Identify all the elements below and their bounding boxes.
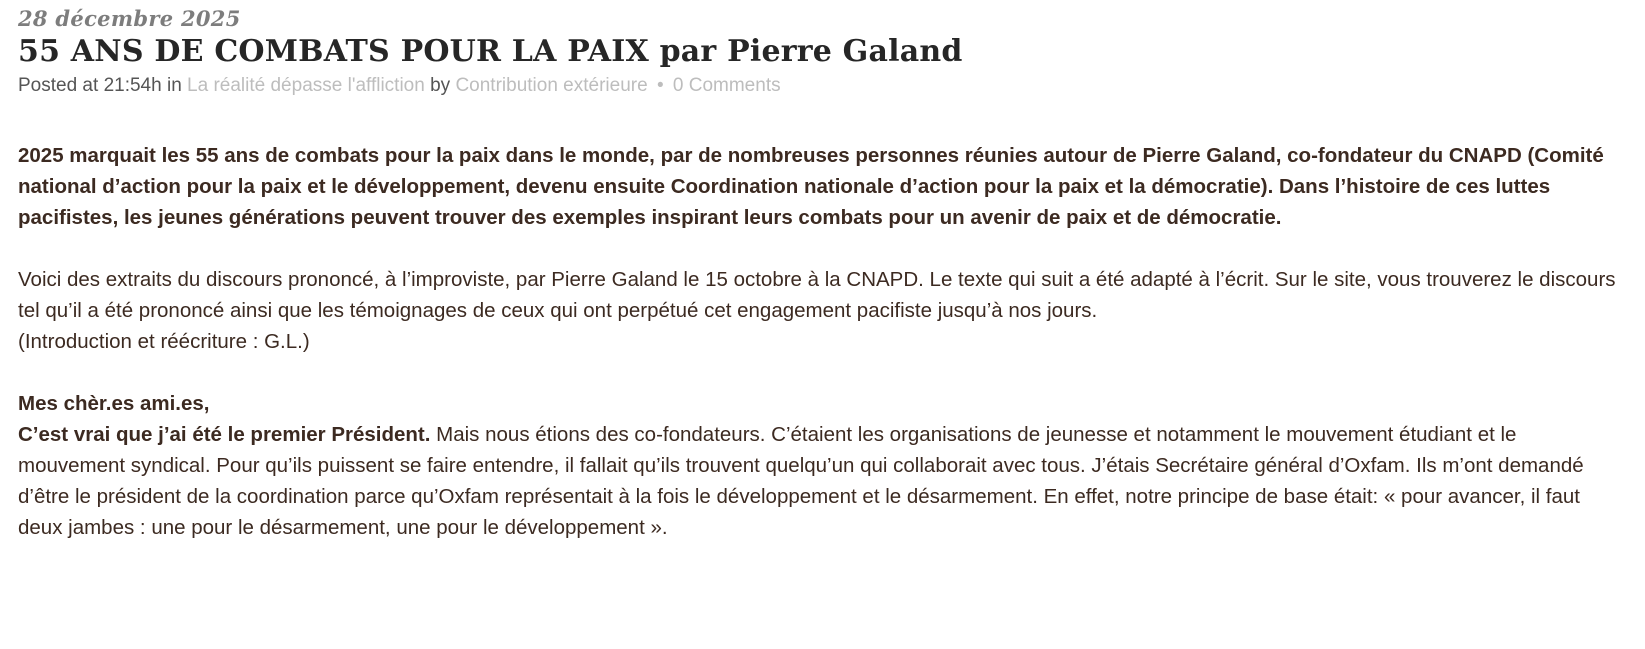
meta-author-link[interactable]: Contribution extérieure [455, 75, 648, 96]
meta-comments-link[interactable]: 0 Comments [672, 75, 781, 96]
post-date: 28 décembre 2025 [18, 6, 241, 31]
meta-by-label: by [430, 75, 451, 96]
speech-salutation: Mes chèr.es ami.es, [18, 392, 210, 415]
meta-category-link[interactable]: La réalité dépasse l'affliction [187, 75, 425, 96]
speech-body-text: Mais nous étions des co-fondateurs. C’étaient les organisations de jeunesse et notamment le mouvement étudiant et le mouvement syndical. Pour qu’ils puissent se faire entendre, il fallait qu’ils trouvent quelqu’un qui collaborait avec tous. J’étais Secrétaire général d’Oxfam. Ils m’ont demandé d’être le président de la coordination parce qu’Oxfam représentait à la fois le développement et le désarmement. En effet, notre principe de base était: « pour avancer, il faut deux jambes : une pour le désarmement, une pour le développement ». [18, 423, 1584, 539]
meta-in-label: in [166, 75, 182, 96]
lead-paragraph: 2025 marquait les 55 ans de combats pour la paix dans le monde, par de nombreuses personnes réunies autour de Pierre Galand, co-fondateur du CNAPD (Comité national d’action pour la paix et le développement, devenu ensuite Coordination nationale d’action pour la paix et la démocratie). Dans l’histoire de ces luttes pacifistes, les jeunes générations peuvent trouver des exemples inspirant leurs combats pour un avenir de paix et de démocratie. [18, 144, 1604, 229]
intro-credit-line: (Introduction et réécriture : G.L.) [18, 330, 310, 353]
intro-paragraph-text: Voici des extraits du discours prononcé, à l’improviste, par Pierre Galand le 15 octobre à la CNAPD. Le texte qui suit a été adapté à l’écrit. Sur le site, vous trouverez le discours tel qu’il a été prononcé ainsi que les témoignages de ceux qui ont perpétué cet engagement pacifiste jusqu’à nos jours. [18, 268, 1616, 322]
post-title: 55 ANS DE COMBATS POUR LA PAIX par Pierre Galand [18, 34, 963, 69]
post-body [18, 140, 1627, 543]
post-meta [18, 74, 1627, 98]
meta-posted-label: Posted at [18, 75, 99, 96]
speech-paragraph [18, 388, 1627, 543]
intro-paragraph [18, 264, 1627, 357]
meta-time: 21:54h [103, 75, 162, 96]
meta-separator-dot: • [656, 75, 664, 96]
speech-bold-lead: C’est vrai que j’ai été le premier Président. [18, 423, 431, 446]
